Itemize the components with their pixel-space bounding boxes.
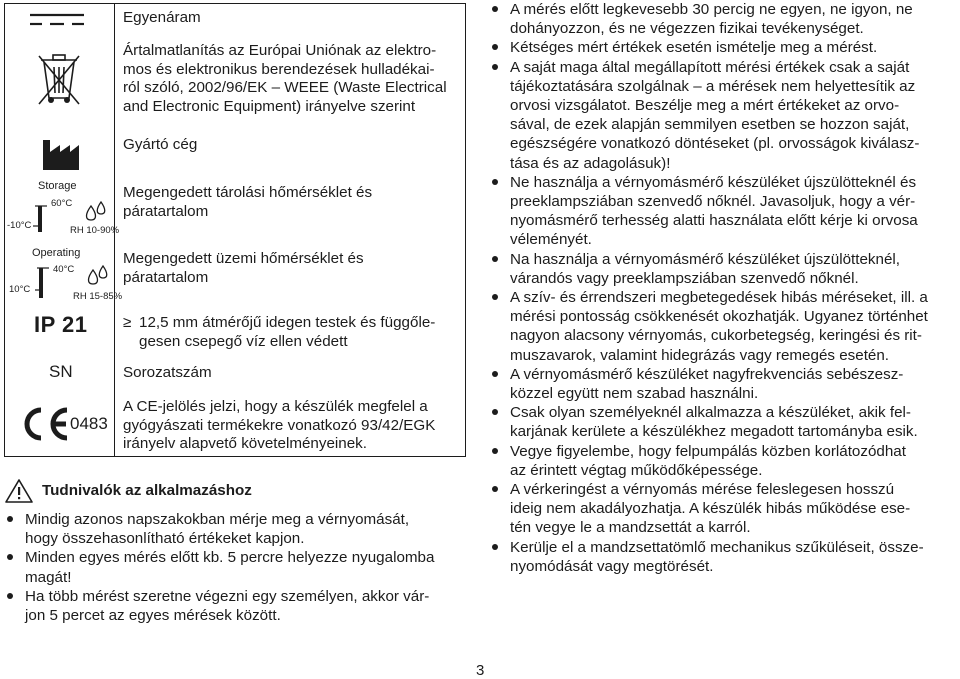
list-item: Ne használja a vérnyomásmérő készüléket újszülötteknél és preeklampsziában szenvedő nőknél. Javasoljuk, hogy a vér- nyomásmérő terhesség alatti használata előtt kérje ki orvosa véleményét. [489,173,959,250]
greater-equal-sign: ≥ [123,314,132,331]
symbol-cell [5,314,114,360]
symbol-description-wrap [123,314,459,351]
symbol-cell [5,134,114,174]
symbol-cell [5,364,114,392]
list-item: A saját maga által megállapított mérési értékek csak a saját tájékoztatására szolgálnak – a mérések nem helyettesítik az orvosi vizsgálatot. Beszélje meg a mért értékeket az orvo- sával, de ezek alapján semmilyen esetben se hozzon saját, egészségére vonatkozó döntéseket (pl. orvosságok kiválasz- tása és az adagolásuk)! [489,58,959,173]
table-row [5,242,465,302]
symbol-description: Gyártó cég [123,136,198,153]
humidity-drops-icon [5,176,114,242]
list-item: Na használja a vérnyomásmérő készüléket újszülötteknél, várandós vagy preeklampsziában szenvedő nőknél. [489,250,959,288]
list-item: A szív- és érrendszeri megbetegedések hibás méréseket, ill. a mérési pontosság csökkenését okozhatják. Ugyanez történhet nagyon alacsony vérnyomás, cukorbetegség, keringési és rit- muszavarok, valamint hidegrázás vagy remegés esetén. [489,288,959,365]
symbol-cell [5,394,114,454]
list-item: A mérés előtt legkevesebb 30 percig ne egyen, ne igyon, ne dohányozzon, és ne végezzen fizikai tevékenységet. [489,0,959,38]
ip-rating-label: IP 21 [34,312,88,337]
symbol-cell [5,176,120,242]
list-item: Minden egyes mérés előtt kb. 5 percre helyezze nyugalomba magát! [4,548,466,586]
symbol-description: 12,5 mm átmérőjű idegen testek és függőle- gesen csepegő víz ellen védett [139,314,436,350]
list-item: Csak olyan személyeknél alkalmazza a készüléket, akik fel- karjának kerülete a készülékhez megadott tartományba esik. [489,403,959,441]
list-item: Mindig azonos napszakokban mérje meg a vérnyomását, hogy összehasonlítható értékeket kapjon. [4,510,466,548]
list-item: Ha több mérést szeretne végezni egy személyen, akkor vár- jon 5 percet az egyes mérések között. [4,587,466,625]
table-row [5,314,465,360]
storage-max-temp: 60°C [51,198,73,209]
table-row [5,134,465,174]
list-item: A vérkeringést a vérnyomás mérése feleslegesen hosszú ideig nem akadályozhatja. A készülék hibás működése ese- tén vegye le a mandzsettát a karról. [489,480,959,538]
operating-min-temp: 10°C [9,284,31,295]
list-item: Kerülje el a mandzsettatömlő mechanikus szűküléseit, össze- nyomódását vagy megtörését. [489,538,959,576]
operating-temperature-limit-icon [5,242,114,302]
symbol-description: Ártalmatlanítás az Európai Uniónak az elektro- mos és elektronikus berendezések hulladékai- ról szóló, 2002/96/EK – WEEE (Waste Electrical and Electronic Equipment) irányelve szerint [123,42,447,115]
operating-humidity: RH 15-85% [73,291,123,302]
warning-triangle-icon [4,478,34,504]
precautions-list-left [4,510,466,625]
table-row [5,38,465,134]
storage-title: Storage [38,180,77,192]
list-item: Vegye figyelembe, hogy felpumpálás közben korlátozódhat az érintett végtag működőképessége. [489,442,959,480]
direct-current-icon [5,4,114,36]
table-row [5,394,465,454]
operating-max-temp: 40°C [53,264,75,275]
symbol-description: Megengedett tárolási hőmérséklet és páratartalom [123,184,373,220]
table-row [5,364,465,392]
precautions-list-right [489,0,959,576]
symbol-table [4,3,466,457]
ip-description-row [123,314,459,351]
table-row [5,176,465,242]
list-item: Kétséges mért értékek esetén ismételje meg a mérést. [489,38,959,57]
storage-humidity: RH 10-90% [70,225,120,236]
serial-number-label: SN [49,362,73,381]
symbol-description: A CE-jelölés jelzi, hogy a készülék megfelel a gyógyászati termékekre vonatkozó 93/42/EGK irányelv alapvető követelményeinek. [123,398,436,453]
symbol-cell [5,4,114,36]
table-row [5,4,465,36]
symbol-description: Megengedett üzemi hőmérséklet és páratartalom [123,250,364,286]
list-item: A vérnyomásmérő készüléket nagyfrekvenciás sebészesz- közzel együtt nem szabad használni. [489,365,959,403]
manufacturer-factory-icon [5,134,114,174]
symbol-cell [5,242,123,302]
crossed-out-bin-icon [5,38,114,134]
symbol-cell [5,38,114,134]
symbol-description: Sorozatszám [123,364,212,381]
page-number: 3 [476,662,485,679]
symbol-description: Egyenáram [123,9,201,26]
storage-min-temp: -10°C [7,220,32,231]
operating-title: Operating [32,247,81,259]
section-heading: Tudnivalók az alkalmazáshoz [42,482,252,499]
notified-body-number: 0483 [70,414,108,433]
